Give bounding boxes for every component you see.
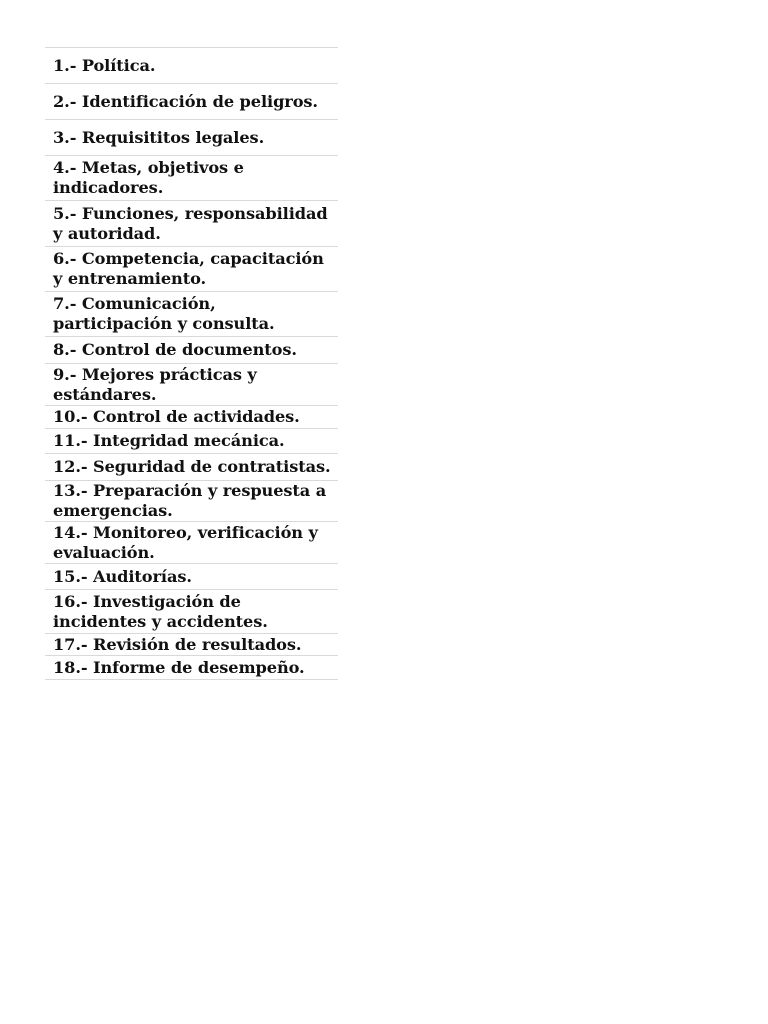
list-item [45,48,338,84]
list-item-text: 13.- Preparación y respuesta a emergencias. [53,481,327,520]
list-item [45,634,338,656]
list-item [45,364,338,406]
list-item-text: 10.- Control de actividades. [53,407,300,426]
list-item [45,292,338,337]
list-item-text: 14.- Monitoreo, verificación y evaluación. [53,522,318,562]
list-item [45,201,338,247]
list-item-text: 12.- Seguridad de contratistas. [53,457,331,476]
list-item [45,481,338,522]
list-item-text: 16.- Investigación de incidentes y accidentes. [53,591,268,631]
list-item [45,156,338,201]
list-item-text: 7.- Comunicación, participación y consulta. [53,294,275,333]
list-item [45,84,338,120]
list-item [45,454,338,481]
list-item [45,120,338,156]
list-item-text: 15.- Auditorías. [53,566,192,586]
list-item-text: 2.- Identificación de peligros. [53,91,318,111]
list-item-text: 17.- Revisión de resultados. [53,634,302,654]
list-item [45,522,338,564]
list-item-text: 8.- Control de documentos. [53,340,297,359]
list-item [45,247,338,292]
list-item [45,590,338,634]
list-item-text: 1.- Política. [53,55,156,75]
element-list [45,47,338,680]
list-item-text: 5.- Funciones, responsabilidad y autoridad. [53,203,328,243]
list-item-text: 6.- Competencia, capacitación y entrenamiento. [53,249,324,288]
list-item [45,337,338,364]
list-item-text: 4.- Metas, objetivos e indicadores. [53,158,244,197]
list-item [45,406,338,429]
list-item [45,656,338,680]
list-item-text: 18.- Informe de desempeño. [53,657,305,677]
list-item-text: 11.- Integridad mecánica. [53,431,285,450]
list-item-text: 3.- Requisititos legales. [53,127,265,147]
list-item [45,429,338,454]
list-item-text: 9.- Mejores prácticas y estándares. [53,364,257,404]
list-item [45,564,338,590]
